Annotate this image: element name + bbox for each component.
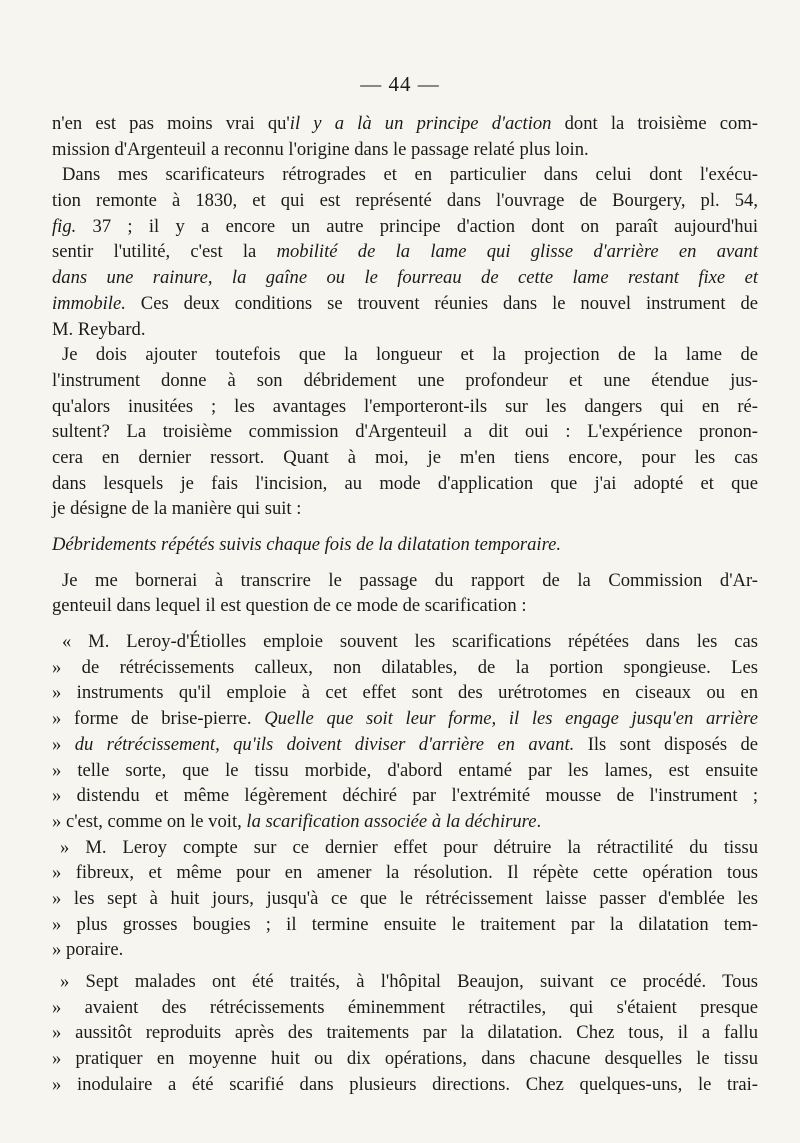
quote-line: » avaient des rétrécissements éminemment rétractiles, qui s'étaient presque <box>52 996 758 1018</box>
text-line: je désigne de la manière qui suit : <box>52 498 302 520</box>
text-line: immobile. Ces deux conditions se trouvent réunies dans le nouvel instrument de <box>52 292 758 314</box>
text-line: mission d'Argenteuil a reconnu l'origine dans le passage relaté plus loin. <box>52 138 589 160</box>
text-line: qu'alors inusitées ; les avantages l'emporteront-ils sur les dangers qui en ré- <box>52 395 758 417</box>
text-line: tion remonte à 1830, et qui est représenté dans l'ouvrage de Bourgery, pl. 54, <box>52 190 758 212</box>
quote-line: » M. Leroy compte sur ce dernier effet pour détruire la rétractilité du tissu <box>60 836 758 858</box>
page-number: — 44 — <box>360 72 440 96</box>
text-line: genteuil dans lequel il est question de ce mode de scarification : <box>52 595 527 617</box>
text-line: dans lesquels je fais l'incision, au mode d'application que j'ai adopté et que <box>52 472 758 494</box>
text-line: sultent? La troisième commission d'Argenteuil a dit oui : L'expérience pronon- <box>52 421 758 443</box>
quote-line: » poraire. <box>52 939 124 961</box>
text-line: sentir l'utilité, c'est la mobilité de la lame qui glisse d'arrière en avant <box>52 241 758 263</box>
text-line: Dans mes scarificateurs rétrogrades et en particulier dans celui dont l'exécu- <box>62 164 758 186</box>
text-line: n'en est pas moins vrai qu'il y a là un principe d'action dont la troisième com- <box>52 113 758 134</box>
text-line: dans une rainure, la gaîne ou le fourreau de cette lame restant fixe et <box>52 267 758 289</box>
text-line: l'instrument donne à son débridement une profondeur et une étendue jus- <box>52 369 758 391</box>
body-text <box>52 111 758 1097</box>
text-line: Je me bornerai à transcrire le passage du rapport de la Commission d'Ar- <box>62 569 758 591</box>
text-line: cera en dernier ressort. Quant à moi, je m'en tiens encore, pour les cas <box>52 446 758 468</box>
quote-line: » pratiquer en moyenne huit ou dix opérations, dans chacune desquelles le tissu <box>52 1048 758 1070</box>
quote-line: » aussitôt reproduits après des traitements par la dilatation. Chez tous, il a fallu <box>52 1022 758 1044</box>
quote-line: » distendu et même légèrement déchiré par l'extrémité mousse de l'instrument ; <box>52 785 758 807</box>
quote-line: » telle sorte, que le tissu morbide, d'abord entamé par les lames, est ensuite <box>52 759 758 781</box>
quote-line: « M. Leroy-d'Étiolles emploie souvent les scarifications répétées dans les cas <box>62 631 758 653</box>
quote-line: » fibreux, et même pour en amener la résolution. Il répète cette opération tous <box>52 862 758 884</box>
quote-line: » c'est, comme on le voit, la scarification associée à la déchirure. <box>52 810 542 832</box>
quote-line: » du rétrécissement, qu'ils doivent diviser d'arrière en avant. Ils sont disposés de <box>52 733 759 755</box>
section-heading: Débridements répétés suivis chaque fois de la dilatation temporaire. <box>52 534 562 555</box>
quote-line: » inodulaire a été scarifié dans plusieurs directions. Chez quelques-uns, le trai- <box>52 1073 758 1095</box>
quote-line: » Sept malades ont été traités, à l'hôpital Beaujon, suivant ce procédé. Tous <box>60 971 758 992</box>
quote-line: » de rétrécissements calleux, non dilatables, de la portion spongieuse. Les <box>52 656 758 678</box>
quote-line: » plus grosses bougies ; il termine ensuite le traitement par la dilatation tem- <box>52 913 758 935</box>
quote-line: » les sept à huit jours, jusqu'à ce que le rétrécissement laisse passer d'emblée les <box>52 887 758 909</box>
text-line: Je dois ajouter toutefois que la longueur et la projection de la lame de <box>62 344 758 366</box>
quote-line: » forme de brise-pierre. Quelle que soit leur forme, il les engage jusqu'en arrière <box>52 708 758 730</box>
text-line: M. Reybard. <box>52 318 146 340</box>
text-line: fig. 37 ; il y a encore un autre principe d'action dont on paraît aujourd'hui <box>52 215 758 237</box>
quote-line: » instruments qu'il emploie à cet effet sont des urétrotomes en ciseaux ou en <box>52 682 758 704</box>
